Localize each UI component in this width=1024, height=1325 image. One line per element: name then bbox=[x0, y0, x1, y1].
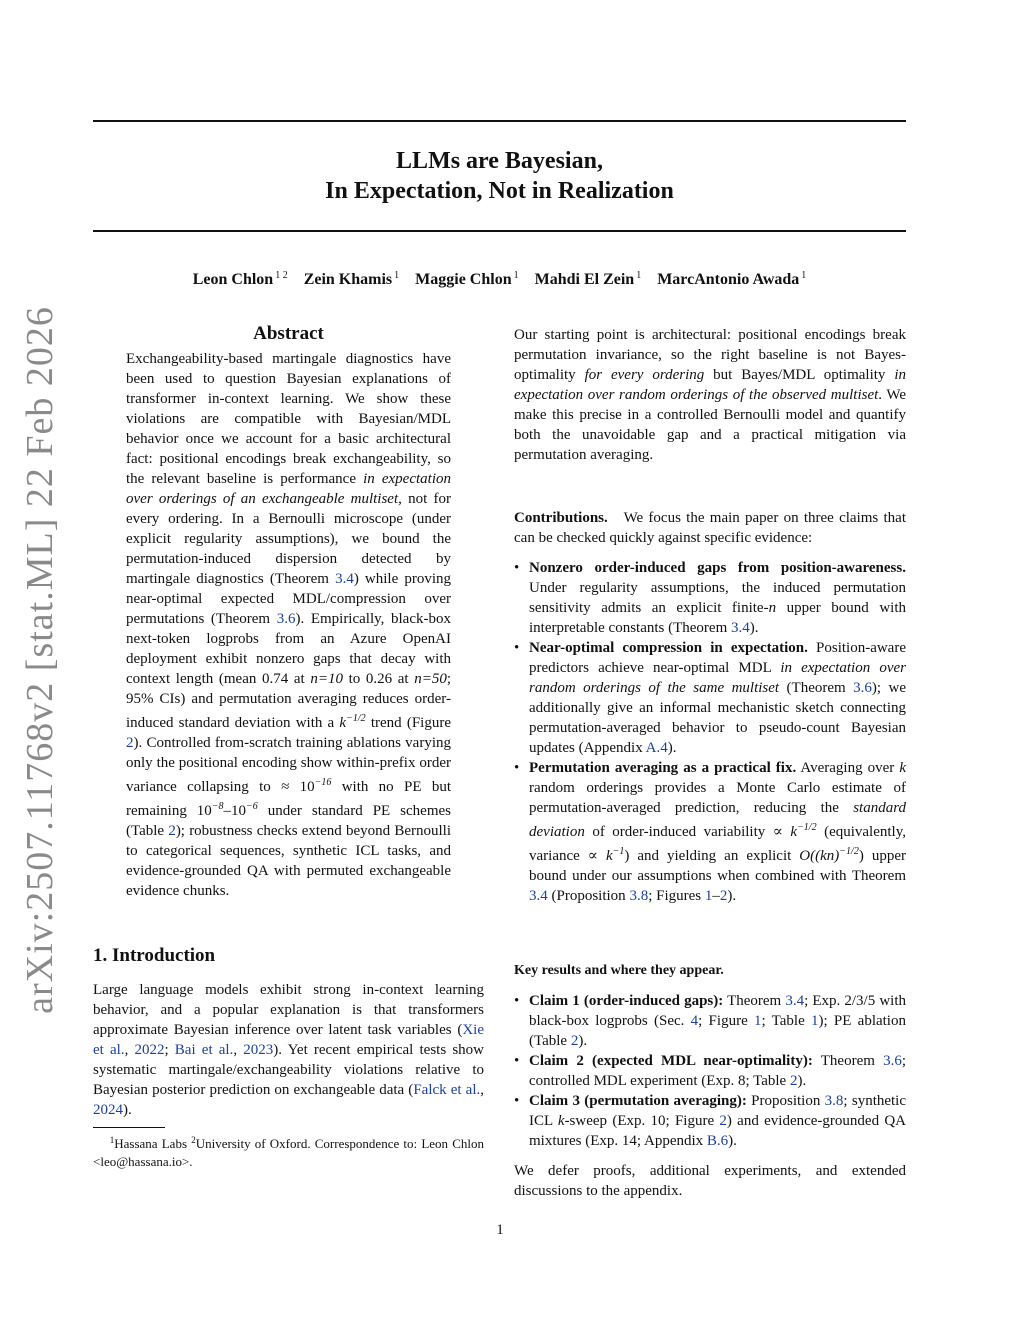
ref-figure-1[interactable]: 1 bbox=[753, 1013, 762, 1029]
list-item: • Permutation averaging as a practical fix. Averaging over k random orderings provides a Monte Carlo estimate of permutation-averaged prediction, reducing the standard deviation of order-induced variability ∝ $k^{-1/2}$ (equivalently, variance ∝ $k^{-1}$) and yielding an explicit O((kn)$^{-1/2}$) upper bound under our assumptions when combined with Theorem 3.4 (Proposition 3.8; Figures 1–2). bbox=[514, 760, 906, 904]
cite-xie[interactable]: Xie et al. bbox=[93, 1022, 484, 1058]
cite-bai-year[interactable]: 2023 bbox=[243, 1042, 274, 1058]
ref-appendix-a4[interactable]: A.4 bbox=[645, 740, 668, 756]
ref-appendix-b6[interactable]: B.6 bbox=[706, 1133, 729, 1149]
list-item: • Claim 3 (permutation averaging): Proposition 3.8; synthetic ICL k-sweep (Exp. 10; Figure 2) and evidence-grounded QA mixtures (Exp. 14; Appendix B.6). bbox=[514, 1093, 907, 1149]
contributions-paragraph: Contributions. We focus the main paper on three claims that can be checked quickly against specific evidence: bbox=[514, 510, 907, 546]
author-list bbox=[93, 265, 906, 291]
abstract-heading: Abstract bbox=[253, 323, 324, 344]
starting-point-paragraph: Our starting point is architectural: positional encodings break permutation invariance, so the right baseline is not Bayes-optimality for every ordering but Bayes/MDL optimality in expectation over random orderings of the observed multiset. We make this precise in a controlled Bernoulli model and quantify both the unavoidable gap and a practical mitigation via permutation averaging. bbox=[514, 327, 907, 463]
ref-theorem-3-6[interactable]: 3.6 bbox=[276, 611, 296, 627]
affiliation-footnote: $^1$Hassana Labs $^2$University of Oxford. Correspondence to: Leon Chlon <leo@hassana.io>. bbox=[93, 1135, 484, 1169]
page-number: 1 bbox=[496, 1222, 504, 1238]
title-line-1: LLMs are Bayesian, bbox=[396, 148, 603, 174]
ref-section-4[interactable]: 4 bbox=[690, 1013, 699, 1029]
intro-body: Large language models exhibit strong in-context learning behavior, and a popular explanation is that transformers approximate Bayesian inference over latent task variables (Xie et al., 2022; Bai et al., 2023). Yet recent empirical tests show systematic martingale/exchangeability violations relative to Bayesian posterior prediction on exchangeable data (Falck et al., 2024). bbox=[93, 982, 484, 1118]
ref-figure-2[interactable]: 2 bbox=[719, 1113, 727, 1129]
ref-table-2[interactable]: 2 bbox=[168, 823, 176, 839]
contributions-label: Contributions. bbox=[514, 510, 608, 526]
author: Mahdi El Zein $^1$ bbox=[534, 270, 642, 288]
ref-figure-2[interactable]: 2 bbox=[719, 888, 728, 904]
list-item: • Near-optimal compression in expectation. Position-aware predictors achieve near-optimal MDL in expectation over random orderings of the same multiset (Theorem 3.6); we additionally give an informal mechanistic sketch connecting permutation-averaged behavior to pseudo-count Bayesian updates (Appendix A.4). bbox=[514, 640, 907, 756]
footnote-rule bbox=[93, 1127, 165, 1128]
ref-table-1[interactable]: 1 bbox=[810, 1013, 819, 1029]
ref-theorem-3-4[interactable]: 3.4 bbox=[785, 993, 805, 1009]
cite-falck[interactable]: Falck et al. bbox=[413, 1082, 481, 1098]
key-results-heading: Key results and where they appear. bbox=[514, 963, 724, 978]
cite-falck-year[interactable]: 2024 bbox=[93, 1102, 123, 1118]
author: Leon Chlon $^{1 2}$ bbox=[192, 270, 288, 288]
list-item: • Nonzero order-induced gaps from position-awareness. Under regularity assumptions, the induced permutation sensitivity admits an explicit finite-n upper bound with interpretable constants (Theorem 3.4). bbox=[514, 560, 906, 636]
list-item: • Claim 1 (order-induced gaps): Theorem 3.4; Exp. 2/3/5 with black-box logprobs (Sec. 4; Figure 1; Table 1); PE ablation (Table 2). bbox=[514, 993, 906, 1049]
list-item: • Claim 2 (expected MDL near-optimality): Theorem 3.6; controlled MDL experiment (Exp. 8; Table 2). bbox=[514, 1053, 906, 1089]
cite-xie-year[interactable]: 2022 bbox=[134, 1042, 165, 1058]
ref-theorem-3-6[interactable]: 3.6 bbox=[853, 680, 872, 696]
ref-theorem-3-6[interactable]: 3.6 bbox=[883, 1053, 902, 1069]
ref-theorem-3-4[interactable]: 3.4 bbox=[335, 571, 354, 587]
ref-table-2[interactable]: 2 bbox=[789, 1073, 798, 1089]
author: MarcAntonio Awada $^1$ bbox=[657, 270, 807, 288]
key-results-list bbox=[514, 991, 906, 1151]
ref-figure-1[interactable]: 1 bbox=[704, 888, 713, 904]
ref-theorem-3-4[interactable]: 3.4 bbox=[731, 620, 750, 636]
ref-figure-2[interactable]: 2 bbox=[126, 735, 134, 751]
ref-table-2[interactable]: 2 bbox=[570, 1033, 579, 1049]
ref-proposition-3-8[interactable]: 3.8 bbox=[824, 1093, 844, 1109]
arxiv-id-text: arXiv:2507.11768v2 [stat.ML] 22 Feb 2026 bbox=[19, 306, 61, 1014]
ref-theorem-3-4[interactable]: 3.4 bbox=[529, 888, 548, 904]
ref-proposition-3-8[interactable]: 3.8 bbox=[629, 888, 649, 904]
abstract-body: Exchangeability-based martingale diagnostics have been used to question Bayesian explanations of transformer in-context learning. We show these violations are compatible with Bayesian/MDL behavior once we account for a basic architectural fact: positional encodings break exchangeability, so the relevant baseline is performance in expectation over orderings of an exchangeable multiset, not for every ordering. In a Bernoulli microscope (under explicit regularity assumptions), we bound the permutation-induced dispersion detected by martingale diagnostics (Theorem 3.4) while proving near-optimal expected MDL/compression over permutations (Theorem 3.6). Empirically, black-box next-token logprobs from an Azure OpenAI deployment exhibit nonzero gaps that decay with context length (mean 0.74 at n=10 to 0.26 at n=50; 95% CIs) and permutation averaging reduces order-induced standard deviation with a $k^{-1/2}$ trend (Figure 2). Controlled from-scratch training ablations varying only the positional encoding show within-prefix order variance collapsing to ≈ $10^{-16}$ with no PE but remaining $10^{-8}-10^{-6}$ under standard PE schemes (Table 2); robustness checks extend beyond Bernoulli to categorical sequences, synthetic ICL tasks, and evidence-grounded QA with permuted exchangeable evidence chunks. bbox=[126, 351, 451, 899]
cite-bai[interactable]: Bai et al. bbox=[174, 1042, 234, 1058]
author: Maggie Chlon $^1$ bbox=[415, 270, 519, 288]
title-line-2: In Expectation, Not in Realization bbox=[325, 178, 674, 204]
author: Zein Khamis $^1$ bbox=[303, 270, 400, 288]
title-rule-top bbox=[93, 120, 906, 122]
title-rule-bottom bbox=[93, 230, 906, 232]
closing-paragraph: We defer proofs, additional experiments, and extended discussions to the appendix. bbox=[514, 1163, 906, 1199]
paper-title bbox=[93, 146, 906, 206]
contributions-list bbox=[514, 558, 906, 906]
intro-heading: 1. Introduction bbox=[93, 945, 216, 966]
